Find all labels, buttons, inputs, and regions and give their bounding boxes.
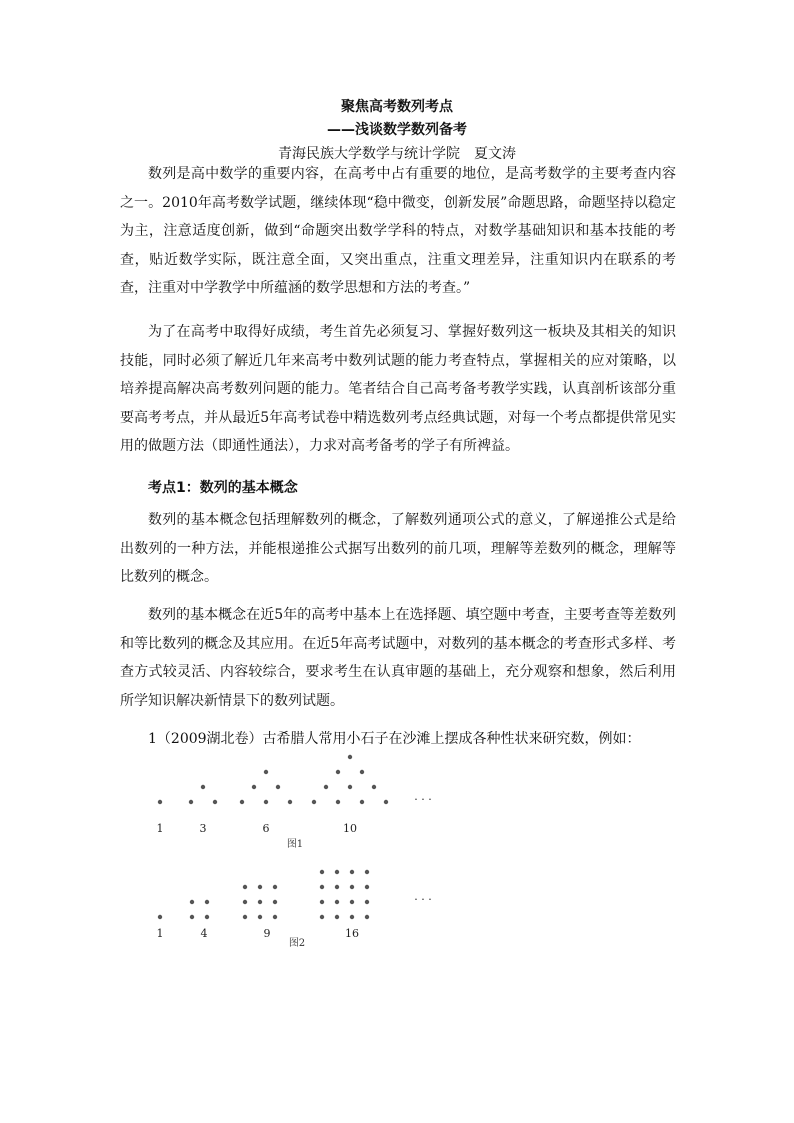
document-subtitle: ——浅谈数学数列备考 [327,122,467,138]
figure2-label: 16 [345,927,359,940]
pebble-dot [372,785,376,789]
pebble-dot [201,785,205,789]
pebble-dot [365,900,369,904]
pebble-dot [348,785,352,789]
figure2-label: 4 [200,927,208,940]
pebble-dot [320,900,324,904]
pebble-dot [243,885,247,889]
pebble-dot [350,885,354,889]
pebble-dot [243,900,247,904]
pebble-dot [350,915,354,919]
pebble-dot [350,900,354,904]
pebble-dot [252,785,256,789]
pebble-dot [205,900,209,904]
pebble-dot [336,800,340,804]
figure1-caption: 图1 [286,839,304,850]
figure1-ellipsis: · · · [414,793,432,806]
question-1: 1（2009湖北卷）古希腊人常用小石子在沙滩上摆成各种性状来研究数，例如： [148,731,641,747]
pebble-figure-svg [140,755,460,955]
pebble-dot [273,885,277,889]
pebble-dot [158,915,162,919]
pebble-dot [276,785,280,789]
paragraph-intro: 数列是高中数学的重要内容，在高考中占有重要的地位，是高考数学的主要考查内容之一。2010年高考数学试题，继续体现“稳中微变，创新发展”命题思路，命题坚持以稳定为主，注意适度创新，做到“命题突出数学学科的特点，对数学基础知识和基本技能的考查，贴近数学实际，既注意全面，又突出重点，注重文理差异，注重知识内在联系的考查，注重对中学教学中所蕴涵的数学思想和方法的考查。” [120,166,676,297]
pebble-dot [243,915,247,919]
paragraph-purpose: 为了在高考中取得好成绩，考生首先必须复习、掌握好数列这一板块及其相关的知识技能，同时必须了解近几年来高考中数列试题的能力考查特点，掌握相关的应对策略，以培养提高解决高考数列问题的能力。笔者结合自己高考备考教学实践，认真剖析该部分重要高考考点，并从最近5年高考试卷中精选数列考点经典试题，对每一个考点都提供常见实用的做题方法（即通性通法），力求对高考备考的学子有所裨益。 [120,324,676,455]
pebble-dot [205,915,209,919]
pebble-dot [320,870,324,874]
figure1-label: 1 [156,822,164,835]
author-line: 青海民族大学数学与统计学院 夏文涛 [278,146,516,162]
paragraph-exam: 数列的基本概念在近5年的高考中基本上在选择题、填空题中考查，主要考查等差数列和等比数列的概念及其应用。在近5年高考试题中，对数列的基本概念的考查形式多样、考查方式较灵活、内容较综合，要求考生在认真审题的基础上，充分观察和想象，然后利用所学知识解决新情景下的数列试题。 [120,607,676,709]
pebble-dot [384,800,388,804]
pebble-dot [360,800,364,804]
pebble-dot [273,915,277,919]
pebble-dot [348,755,352,759]
pebble-figure [140,755,460,955]
pebble-dot [350,870,354,874]
document-title: 聚焦高考数列考点 [341,99,453,115]
pebble-dot [190,915,194,919]
figure2-ellipsis: · · · [414,893,432,906]
figure1-label: 10 [343,822,357,835]
pebble-dot [365,915,369,919]
pebble-dot [258,915,262,919]
pebble-dot [335,900,339,904]
pebble-dot [258,900,262,904]
pebble-dot [336,770,340,774]
section-heading: 考点1：数列的基本概念 [148,480,298,496]
figure1-label: 3 [199,822,207,835]
pebble-dot [335,915,339,919]
pebble-dot [240,800,244,804]
pebble-dot [335,885,339,889]
pebble-dot [288,800,292,804]
pebble-dot [258,885,262,889]
figure2-label: 9 [263,927,271,940]
pebble-dot [190,900,194,904]
pebble-dot [264,800,268,804]
pebble-dot [324,785,328,789]
figure2-label: 1 [156,927,164,940]
pebble-dot [273,900,277,904]
pebble-dot [320,885,324,889]
pebble-dot [320,915,324,919]
pebble-dot [158,800,162,804]
pebble-dot [189,800,193,804]
pebble-dot [213,800,217,804]
pebble-dot [312,800,316,804]
pebble-dot [365,870,369,874]
figure2-caption: 图2 [288,938,306,949]
pebble-dot [264,770,268,774]
pebble-dot [360,770,364,774]
figure1-label: 6 [262,822,270,835]
pebble-dot [335,870,339,874]
pebble-dot [365,885,369,889]
paragraph-concept: 数列的基本概念包括理解数列的概念，了解数列通项公式的意义，了解递推公式是给出数列的一种方法，并能根递推公式据写出数列的前几项，理解等差数列的概念，理解等比数列的概念。 [120,512,676,586]
